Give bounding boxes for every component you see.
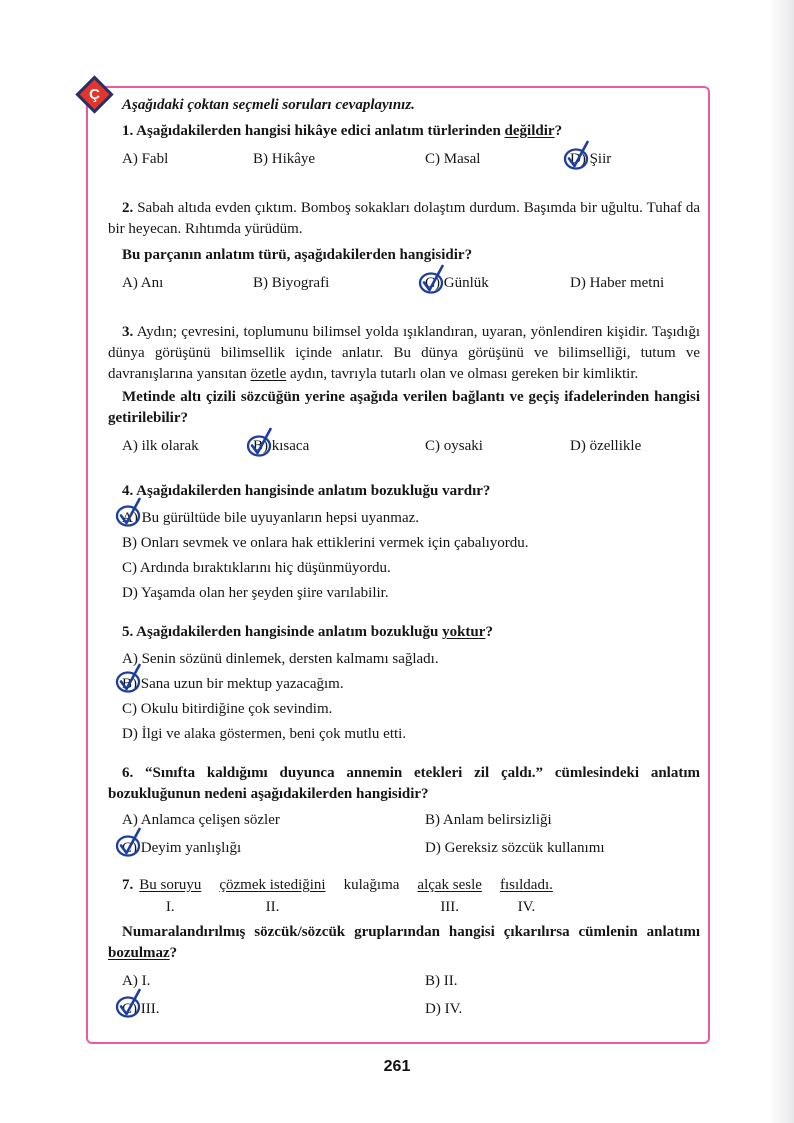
option-label: D) özellikle: [570, 438, 642, 454]
option-a: [122, 647, 700, 672]
option-b: [253, 149, 425, 170]
option-b: [425, 808, 700, 833]
question-7-title: [108, 922, 700, 964]
option-d: [570, 149, 700, 170]
option-d: [122, 722, 700, 747]
option-label: C) oysaki: [425, 438, 483, 454]
segment-text: alçak sesle: [417, 877, 482, 893]
option-b: [122, 531, 700, 556]
option-c: [122, 997, 425, 1022]
option-label: A) Fabl: [122, 151, 169, 167]
segment-text: Bu soruyu: [139, 877, 202, 893]
text-segment: Numaralandırılmış sözcük/sözcük gruplarından hangisi çıkarılırsa cümlenin anlatımı: [122, 924, 700, 940]
question-6: [108, 763, 700, 861]
option-label: D) IV.: [425, 1001, 463, 1017]
option-label: C) III.: [122, 1001, 160, 1017]
question-number: 3.: [122, 324, 134, 340]
segment-numeral: III.: [440, 899, 460, 915]
segment-text: fısıldadı.: [499, 877, 553, 893]
option-b: [425, 969, 700, 994]
passage-text: Sabah altıda evden çıktım. Bomboş sokakları dolaştım durdum. Başımda bir uğultu. Tuhaf da bir heyecan. Rıhtımda yürüdüm.: [108, 200, 700, 237]
question-4-title: 4. Aşağıdakilerden hangisinde anlatım bozukluğu vardır?: [122, 483, 491, 499]
option-label: B) Onları sevmek ve onlara hak ettiklerini vermek için çabalıyordu.: [122, 535, 529, 551]
sentence-segment: [500, 875, 553, 918]
page-edge-shadow: [768, 0, 794, 1123]
option-label: D) Yaşamda olan her şeyden şiire varılabilir.: [122, 585, 389, 601]
option-label: B) Hikâye: [253, 151, 316, 167]
question-7: [108, 875, 700, 1022]
question-2-passage: [108, 198, 700, 240]
quiz-content: [108, 95, 700, 1022]
option-label: D) Gereksiz sözcük kullanımı: [425, 840, 605, 856]
question-1: [108, 121, 700, 170]
option-label: C) Ardında bıraktıklarını hiç düşünmüyordu.: [122, 560, 391, 576]
option-d: [425, 836, 700, 861]
question-7-options: [122, 969, 700, 1022]
option-c: [122, 836, 425, 861]
option-a: [122, 273, 253, 294]
question-number: 2.: [122, 200, 134, 216]
option-c: [425, 149, 570, 170]
underlined-segment: bozulmaz: [108, 945, 170, 961]
segment-text: kulağıma: [343, 877, 400, 893]
option-label: A) Senin sözünü dinlemek, dersten kalmamı sağladı.: [122, 651, 439, 667]
question-number: 7.: [122, 877, 134, 893]
segment-numeral: IV.: [517, 899, 536, 915]
text-segment: ?: [554, 123, 563, 139]
question-3: [108, 322, 700, 457]
question-5-options: [122, 647, 700, 747]
question-1-title: [108, 121, 700, 142]
option-d: [570, 436, 700, 457]
text-segment: 1. Aşağıdakilerden hangisi hikâye edici anlatım türlerinden: [122, 123, 505, 139]
question-4-options: [122, 506, 700, 606]
option-c: [122, 697, 700, 722]
page-number: 261: [383, 1058, 411, 1075]
sentence-segment: [344, 875, 400, 897]
option-label: B) kısaca: [253, 438, 310, 454]
option-c: [425, 436, 570, 457]
section-badge-letter: Ç: [89, 86, 100, 103]
option-label: D) Şiir: [570, 151, 612, 167]
question-6-options: [122, 808, 700, 861]
option-b: [122, 672, 700, 697]
question-3-options: [122, 436, 700, 457]
option-a: [122, 808, 425, 833]
option-a: [122, 149, 253, 170]
question-5: [108, 622, 700, 747]
underlined-segment: değildir: [504, 123, 555, 139]
text-segment: ?: [169, 945, 178, 961]
option-label: A) ilk olarak: [122, 438, 199, 454]
question-5-title: [108, 622, 700, 643]
instruction-text: Aşağıdaki çoktan seçmeli soruları cevaplayınız.: [122, 97, 415, 113]
question-2-options: [122, 273, 700, 294]
option-label: B) Biyografi: [253, 275, 330, 291]
option-label: C) Deyim yanlışlığı: [122, 840, 242, 856]
question-4: [108, 481, 700, 606]
question-2: [108, 198, 700, 294]
sentence-segment: [139, 875, 201, 918]
option-d: [570, 273, 700, 294]
option-a: [122, 506, 700, 531]
option-label: D) Haber metni: [570, 275, 665, 291]
option-label: A) Anı: [122, 275, 164, 291]
option-label: D) İlgi ve alaka göstermen, beni çok mutlu etti.: [122, 726, 407, 742]
option-label: C) Masal: [425, 151, 481, 167]
option-b: [253, 273, 425, 294]
option-label: A) Anlamca çelişen sözler: [122, 812, 280, 828]
option-label: C) Günlük: [425, 275, 489, 291]
option-label: B) Sana uzun bir mektup yazacağım.: [122, 676, 344, 692]
underlined-segment: yoktur: [442, 624, 486, 640]
segment-numeral: I.: [165, 899, 175, 915]
sentence-segment: [219, 875, 325, 918]
option-c: [425, 273, 570, 294]
option-label: A) I.: [122, 973, 151, 989]
underlined-segment: özetle: [250, 366, 287, 382]
option-a: [122, 436, 253, 457]
segment-text: çözmek istediğini: [219, 877, 326, 893]
text-segment: ?: [485, 624, 493, 640]
option-label: B) Anlam belirsizliği: [425, 812, 552, 828]
text-segment: 5. Aşağıdakilerden hangisinde anlatım bozukluğu: [122, 624, 443, 640]
question-2-title: Bu parçanın anlatım türü, aşağıdakilerden hangisidir?: [122, 247, 473, 263]
question-3-title: Metinde altı çizili sözcüğün yerine aşağıda verilen bağlantı ve geçiş ifadelerinden hangisi getirilebilir?: [108, 389, 700, 426]
option-label: B) II.: [425, 973, 458, 989]
option-label: A) Bu gürültüde bile uyuyanların hepsi uyanmaz.: [122, 510, 420, 526]
question-7-sentence: [122, 875, 700, 918]
question-6-title: 6. “Sınıfta kaldığımı duyunca annemin etekleri zil çaldı.” cümlesindeki anlatım bozukluğunun nedeni aşağıdakilerden hangisidir?: [108, 765, 700, 802]
passage-text: aydın, tavrıyla tutarlı olan ve olması gereken bir kimliktir.: [286, 366, 639, 382]
question-1-options: [122, 149, 700, 170]
option-a: [122, 969, 425, 994]
question-3-passage: [108, 322, 700, 385]
option-d: [425, 997, 700, 1022]
option-b: [253, 436, 425, 457]
sentence-segment: [417, 875, 482, 918]
option-label: C) Okulu bitirdiğine çok sevindim.: [122, 701, 333, 717]
passage-text: Aydın; çevresini, toplumunu bilimsel yolda ışıklandıran, uyaran, yönlendiren kişidir. Taşıdığı dünya görüşünü bilimsellik içinde anlatır. Bu dünya görüşünü ve bilimselliği, tutum ve davranışlarına yansıtan: [108, 324, 700, 382]
option-c: [122, 556, 700, 581]
option-d: [122, 581, 700, 606]
segment-numeral: II.: [265, 899, 280, 915]
